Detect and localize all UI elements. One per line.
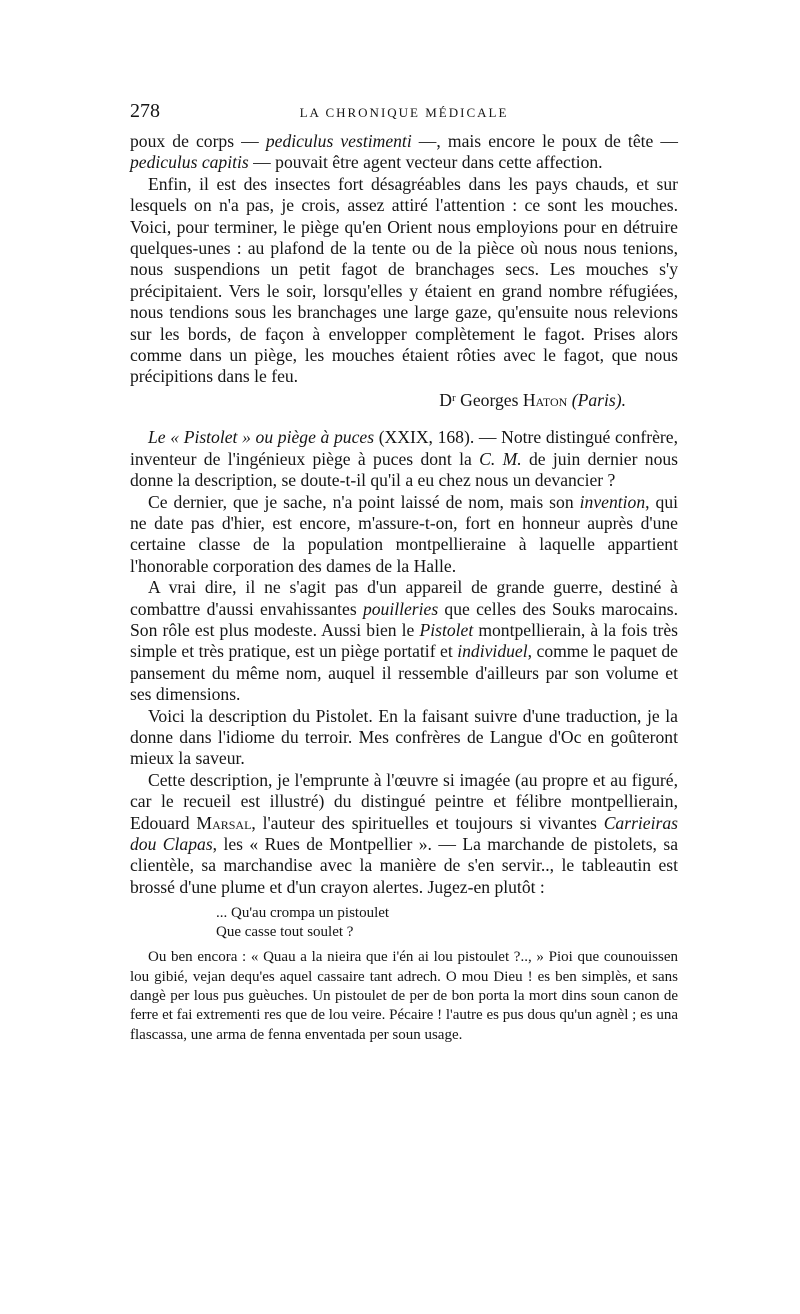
paragraph-invention: Ce dernier, que je sache, n'a point laissé de nom, mais son invention, qui ne date pas d'hier, est encore, m'assure-t-on, fort en honneur auprès d'une certaine classe de la population montpellieraine à laquelle appartient l'honorable corporation des dames de la Halle. xyxy=(130,491,679,576)
verse-line: ... Qu'au crompa un pistoulet xyxy=(216,905,390,922)
occitan-passage: Ou ben encora : « Quau a la nieira que i'én ai lou pistoulet ?.., » Pioi que counouissen lou gibié, vejan dequ'es aquel cassaire tant adrech. O mou Dieu ! es ben simplès, et sans dangè per lous pus guèuches. Un pistoulet de per de bon porta la mort dins soun canon de ferre et fai extrementi res que de lou veire. Pécaire ! l'autre es pus dous qu'un agnèl ; es una flascassa, une arma de fenna enventada per soun usage. xyxy=(130,949,678,1043)
paragraph-pistolet-heading: Le « Pistolet » ou piège à puces (XXIX, 168). — Notre distingué confrère, inventeur de l'ingénieux piège à puces dont la C. M. de juin dernier nous donne la description, se doute-t-il qu'il a eu chez nous un devancier ? xyxy=(130,427,679,491)
verse-line: Que casse tout soulet ? xyxy=(216,924,354,941)
page-body xyxy=(130,131,678,1045)
paragraph-continuation: poux de corps — pediculus vestimenti —, mais encore le poux de tête — pediculus capitis — pouvait être agent vecteur dans cette affection. xyxy=(130,131,679,173)
author-signature: Dʳ Georges Haton (Paris). xyxy=(439,389,626,410)
paragraph-translation-intro: Voici la description du Pistolet. En la faisant suivre d'une traduction, je la donne dans l'idiome du terroir. Mes confrères de Langue d'Oc en goûteront mieux la saveur. xyxy=(130,705,678,769)
paragraph-flies-trap: Enfin, il est des insectes fort désagréables dans les pays chauds, et sur lesquels on n'a pas, je crois, assez attiré l'attention : ce sont les mouches. Voici, pour terminer, le piège qu'en Orient nous employions pour en détruire quelques-unes : au plafond de la tente ou de la pièce où nous nous tenions, nous suspendions un petit fagot de branchages secs. Les mouches s'y précipitaient. Vers le soir, lorsqu'elles y étaient en grand nombre réfugiées, nous tendions sous les branchages une large gaze, qu'ensuite nous relevions sur les bords, de façon à envelopper complètement le fagot. Prises alors comme dans un piège, les mouches étaient rôties avec le fagot, que nous précipitions dans le feu. xyxy=(130,173,678,387)
verse-quote xyxy=(216,904,678,942)
paragraph-marsal: Cette description, je l'emprunte à l'œuvre si imagée (au propre et au figuré, car le recueil est illustré) du distingué peintre et félibre montpellierain, Edouard Marsal, l'auteur des spirituelles et toujours si vivantes Carrieiras dou Clapas, les « Rues de Montpellier ». — La marchande de pistolets, sa clientèle, sa marchandise avec la manière de s'en servir.., le tableautin est brossé d'une plume et d'un crayon alertes. Jugez-en plutôt : xyxy=(130,769,679,897)
running-title: LA CHRONIQUE MÉDICALE xyxy=(299,105,509,120)
section-gap xyxy=(130,411,678,427)
page-header xyxy=(130,100,678,130)
page-number: 278 xyxy=(130,100,160,122)
paragraph-description: A vrai dire, il ne s'agit pas d'un appareil de grande guerre, destiné à combattre d'aussi envahissantes pouilleries que celles des Souks marocains. Son rôle est plus modeste. Aussi bien le Pistolet montpellierain, à la fois très simple et très pratique, est un piège portatif et individuel, comme le paquet de pansement du même nom, auquel il ressemble d'ailleurs par son volume et ses dimensions. xyxy=(130,577,678,705)
